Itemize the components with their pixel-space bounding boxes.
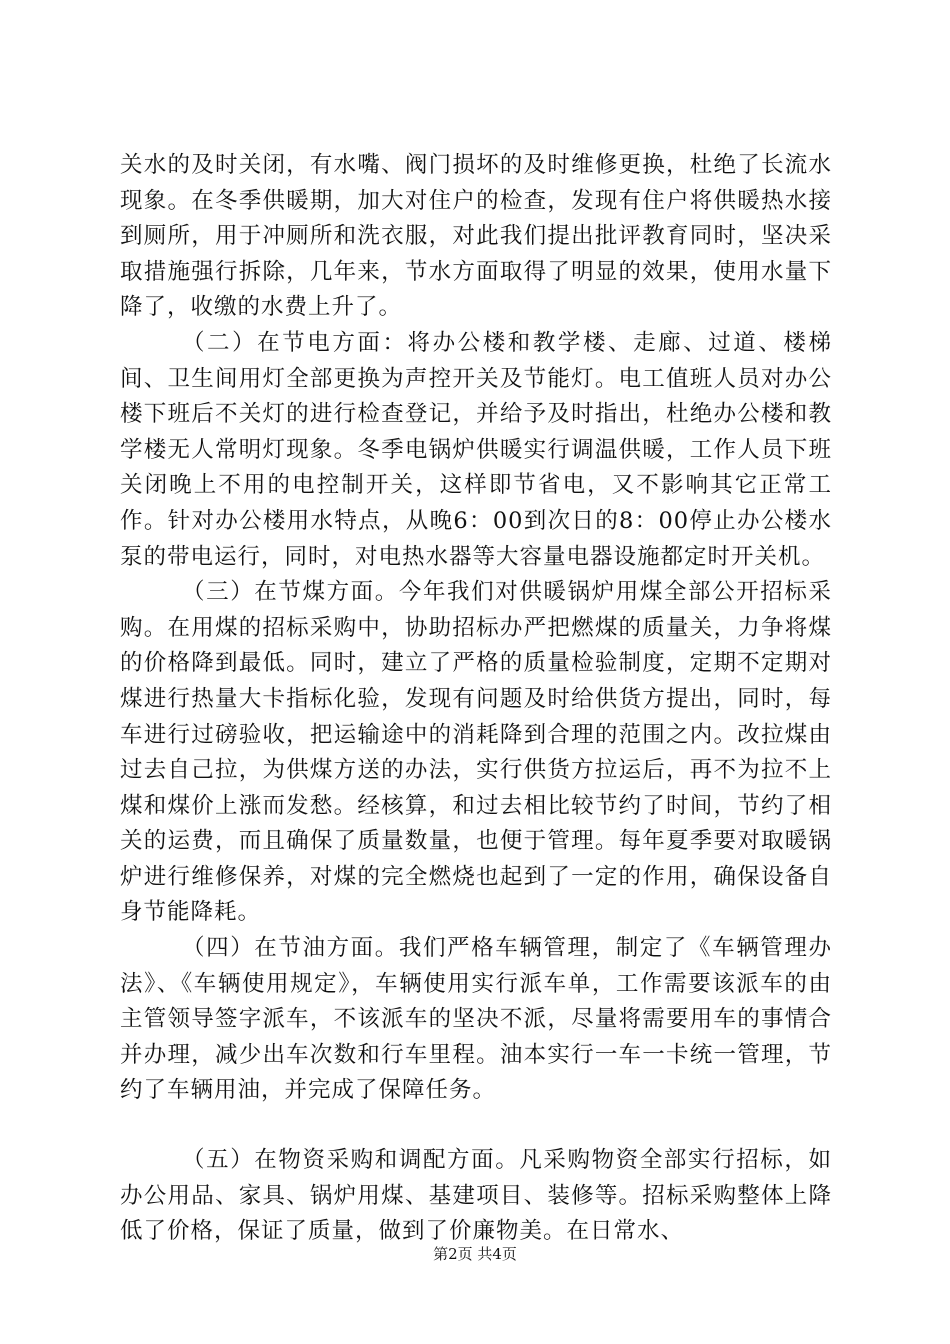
paragraph-coal-saving: （三）在节煤方面。今年我们对供暖锅炉用煤全部公开招标采购。在用煤的招标采购中，协助招标办严把燃煤的质量关，力争将煤的价格降到最低。同时，建立了严格的质量检验制度，定期不定期对煤进行热量大卡指标化验，发现有问题及时给供货方提出，同时，每车进行过磅验收，把运输途中的消耗降到合理的范围之内。改拉煤由过去自己拉，为供煤方送的办法，实行供货方拉运后，再不为拉不上煤和煤价上涨而发愁。经核算，和过去相比较节约了时间，节约了相关的运费，而且确保了质量数量，也便于管理。每年夏季要对取暖锅炉进行维修保养，对煤的完全燃烧也起到了一定的作用，确保设备自身节能降耗。 xyxy=(120,579,832,926)
paragraph-water-saving-continued: 关水的及时关闭，有水嘴、阀门损坏的及时维修更换，杜绝了长流水现象。在冬季供暖期，加大对住户的检查，发现有住户将供暖热水接到厕所，用于冲厕所和洗衣服，对此我们提出批评教育同时，坚决采取措施强行拆除，几年来，节水方面取得了明显的效果，使用水量下降了，收缴的水费上升了。 xyxy=(120,152,832,321)
paragraph-procurement: （五）在物资采购和调配方面。凡采购物资全部实行招标，如办公用品、家具、锅炉用煤、基建项目、装修等。招标采购整体上降低了价格，保证了质量，做到了价廉物美。在日常水、 xyxy=(120,1147,832,1245)
paragraph-oil-saving: （四）在节油方面。我们严格车辆管理，制定了《车辆管理办法》、《车辆使用规定》，车辆使用实行派车单，工作需要该派车的由主管领导签字派车，不该派车的坚决不派，尽量将需要用车的事情合并办理，减少出车次数和行车里程。油本实行一车一卡统一管理，节约了车辆用油，并完成了保障任务。 xyxy=(120,935,832,1104)
page-number-footer: 第2页 共4页 xyxy=(433,1245,517,1263)
paragraph-electricity-saving: （二）在节电方面：将办公楼和教学楼、走廊、过道、楼梯间、卫生间用灯全部更换为声控开关及节能灯。电工值班人员对办公楼下班后不关灯的进行检查登记，并给予及时指出，杜绝办公楼和教学楼无人常明灯现象。冬季电锅炉供暖实行调温供暖，工作人员下班关闭晚上不用的电控制开关，这样即节省电，又不影响其它正常工作。针对办公楼用水特点，从晚6：00到次日的8：00停止办公楼水泵的带电运行，同时，对电热水器等大容量电器设施都定时开关机。 xyxy=(120,329,832,570)
document-body xyxy=(120,148,832,1250)
